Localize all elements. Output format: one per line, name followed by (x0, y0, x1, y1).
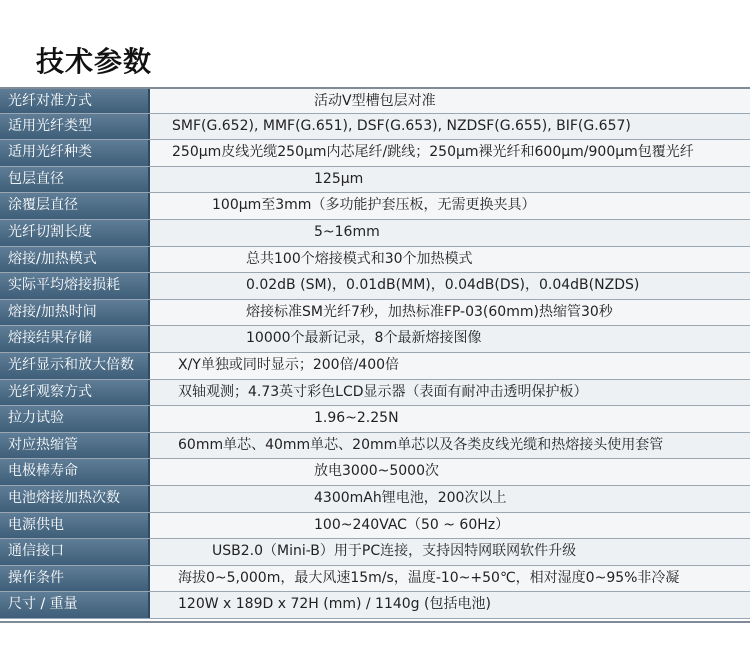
spec-row (0, 114, 750, 141)
spec-value: 100~240VAC（50 ~ 60Hz） (150, 513, 750, 539)
table-bottom-border (0, 621, 750, 623)
spec-row (0, 486, 750, 513)
spec-row (0, 167, 750, 194)
spec-value: 4300mAh锂电池，200次以上 (150, 486, 750, 512)
spec-label: 光纤显示和放大倍数 (0, 353, 150, 379)
spec-label: 光纤对准方式 (0, 89, 150, 113)
spec-label: 通信接口 (0, 539, 150, 565)
spec-label: 适用光纤类型 (0, 114, 150, 140)
spec-value: 放电3000~5000次 (150, 459, 750, 485)
spec-value: 双轴观测；4.73英寸彩色LCD显示器（表面有耐冲击透明保护板） (150, 380, 750, 406)
spec-value: 1.96~2.25N (150, 406, 750, 432)
spec-label: 对应热缩管 (0, 433, 150, 459)
spec-value: 125μm (150, 167, 750, 193)
spec-label: 电池熔接加热次数 (0, 486, 150, 512)
spec-label: 包层直径 (0, 167, 150, 193)
spec-row (0, 539, 750, 566)
spec-value: 250μm皮线光缆250μm内芯尾纤/跳线；250μm裸光纤和600μm/900μm包覆光纤 (150, 140, 750, 166)
spec-value: 60mm单芯、40mm单芯、20mm单芯以及各类皮线光缆和热熔接头使用套管 (150, 433, 750, 459)
spec-row (0, 220, 750, 247)
spec-row (0, 459, 750, 486)
spec-row (0, 273, 750, 300)
spec-row (0, 406, 750, 433)
spec-value: 0.02dB (SM)，0.01dB(MM)，0.04dB(DS)，0.04dB(NZDS) (150, 273, 750, 299)
spec-label: 操作条件 (0, 566, 150, 592)
spec-label: 光纤观察方式 (0, 380, 150, 406)
spec-label: 熔接结果存储 (0, 326, 150, 352)
spec-value: 海拔0~5,000m，最大风速15m/s，温度-10~+50℃，相对湿度0~95%非冷凝 (150, 566, 750, 592)
page-title: 技术参数 (36, 45, 153, 78)
spec-row (0, 300, 750, 327)
spec-row (0, 380, 750, 407)
spec-value: 10000个最新记录，8个最新熔接图像 (150, 326, 750, 352)
spec-row (0, 513, 750, 540)
spec-label: 光纤切割长度 (0, 220, 150, 246)
spec-value: 熔接标准SM光纤7秒，加热标准FP-03(60mm)热缩管30秒 (150, 300, 750, 326)
spec-row (0, 87, 750, 114)
spec-row (0, 592, 750, 619)
spec-value: USB2.0（Mini-B）用于PC连接，支持因特网联网软件升级 (150, 539, 750, 565)
spec-label: 电极棒寿命 (0, 459, 150, 485)
spec-label: 电源供电 (0, 513, 150, 539)
spec-row (0, 433, 750, 460)
spec-label: 尺寸 / 重量 (0, 592, 150, 618)
spec-value: 100μm至3mm（多功能护套压板，无需更换夹具） (150, 193, 750, 219)
spec-label: 涂覆层直径 (0, 193, 150, 219)
spec-value: 120W x 189D x 72H (mm) / 1140g (包括电池) (150, 592, 750, 618)
spec-value: X/Y单独或同时显示；200倍/400倍 (150, 353, 750, 379)
spec-row (0, 193, 750, 220)
spec-value: SMF(G.652), MMF(G.651), DSF(G.653), NZDSF(G.655), BIF(G.657) (150, 114, 750, 140)
spec-label: 熔接/加热模式 (0, 247, 150, 273)
spec-row (0, 353, 750, 380)
spec-row (0, 566, 750, 593)
spec-row (0, 140, 750, 167)
spec-label: 适用光纤种类 (0, 140, 150, 166)
spec-value: 活动V型槽包层对准 (150, 89, 750, 113)
spec-value: 5~16mm (150, 220, 750, 246)
spec-label: 实际平均熔接损耗 (0, 273, 150, 299)
spec-value: 总共100个熔接模式和30个加热模式 (150, 247, 750, 273)
spec-row (0, 326, 750, 353)
spec-label: 熔接/加热时间 (0, 300, 150, 326)
spec-row (0, 247, 750, 274)
spec-table (0, 87, 750, 619)
spec-label: 拉力试验 (0, 406, 150, 432)
